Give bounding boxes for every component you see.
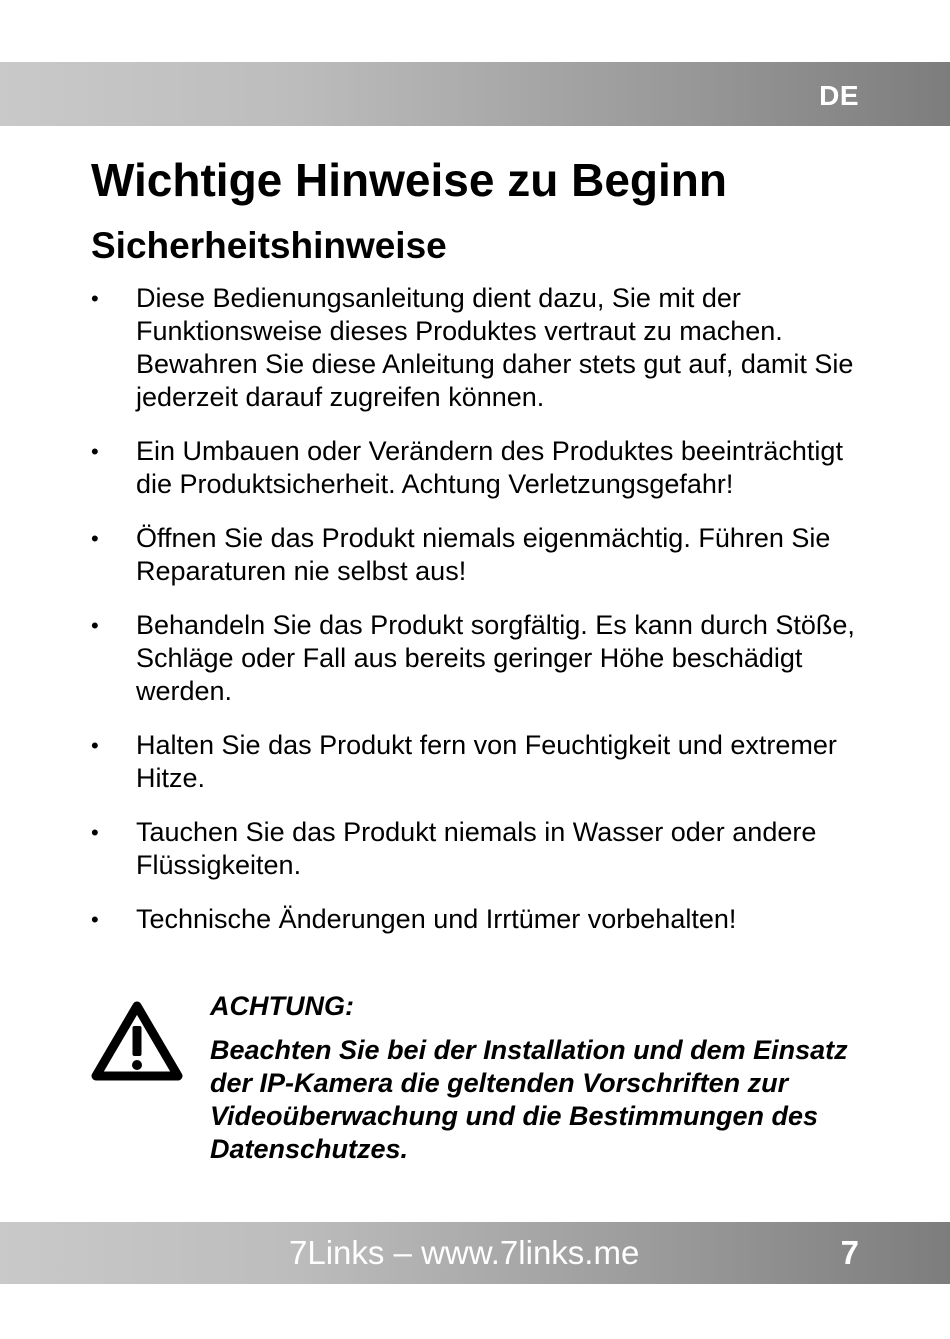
header-band	[0, 62, 950, 126]
footer-website: 7Links – www.7links.me	[289, 1234, 640, 1271]
bullet-icon: •	[91, 286, 99, 311]
list-item	[91, 522, 871, 588]
list-item-text: Halten Sie das Produkt fern von Feuchtigkeit und extremer Hitze.	[136, 730, 837, 793]
language-label: DE	[819, 80, 859, 111]
page-title: Wichtige Hinweise zu Beginn	[91, 154, 727, 206]
list-item-text: Tauchen Sie das Produkt niemals in Wasser oder andere Flüssigkeiten.	[136, 817, 817, 880]
list-item-text: Öffnen Sie das Produkt niemals eigenmächtig. Führen Sie Reparaturen nie selbst aus!	[136, 523, 831, 586]
list-item	[91, 435, 871, 501]
bullet-icon: •	[91, 613, 99, 638]
list-item-text: Technische Änderungen und Irrtümer vorbehalten!	[136, 904, 737, 934]
list-item-text: Diese Bedienungsanleitung dient dazu, Sie mit der Funktionsweise dieses Produktes vertraut zu machen. Bewahren Sie diese Anleitung daher stets gut auf, damit Sie jederzeit darauf zugreifen können.	[136, 283, 854, 412]
section-title: Sicherheitshinweise	[91, 225, 447, 266]
list-item	[91, 903, 871, 936]
list-item-text: Ein Umbauen oder Verändern des Produktes beeinträchtigt die Produktsicherheit. Achtung Verletzungsgefahr!	[136, 436, 843, 499]
safety-list	[91, 282, 871, 957]
list-item	[91, 729, 871, 795]
list-item	[91, 609, 871, 708]
bullet-icon: •	[91, 439, 99, 464]
bullet-icon: •	[91, 907, 99, 932]
list-item	[91, 282, 871, 414]
page-number: 7	[840, 1234, 859, 1271]
list-item-text: Behandeln Sie das Produkt sorgfältig. Es kann durch Stöße, Schläge oder Fall aus bereits geringer Höhe beschädigt werden.	[136, 610, 855, 706]
warning-text: Beachten Sie bei der Installation und dem Einsatz der IP-Kamera die geltenden Vorschriften zur Videoüberwachung und die Bestimmungen des Datenschutzes.	[210, 1035, 848, 1164]
warning-heading: ACHTUNG:	[210, 991, 354, 1021]
list-item	[91, 816, 871, 882]
warning-triangle-icon	[91, 1000, 183, 1082]
footer-band	[0, 1222, 950, 1284]
bullet-icon: •	[91, 526, 99, 551]
bullet-icon: •	[91, 733, 99, 758]
bullet-icon: •	[91, 820, 99, 845]
warning-notice	[91, 990, 891, 1170]
